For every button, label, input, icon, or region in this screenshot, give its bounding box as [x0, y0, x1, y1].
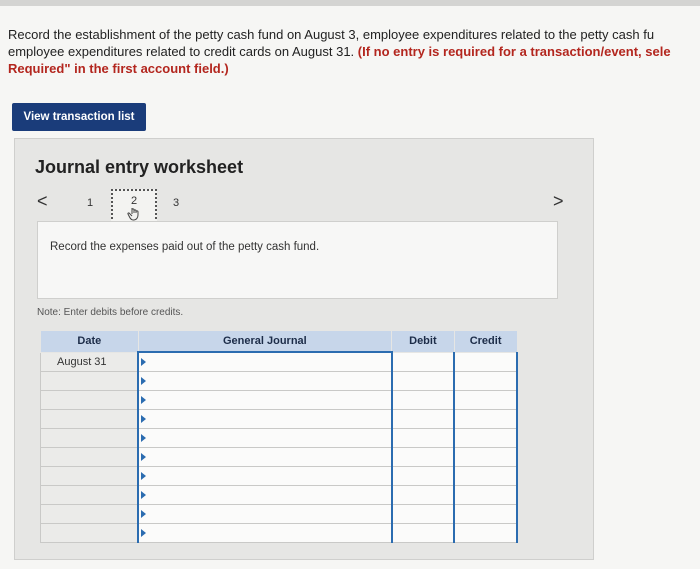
- debit-input[interactable]: [392, 467, 455, 486]
- credit-input[interactable]: [454, 352, 517, 372]
- credit-input[interactable]: [454, 429, 517, 448]
- step-description-box: [37, 221, 558, 299]
- account-input[interactable]: [138, 391, 391, 410]
- worksheet-title: Journal entry worksheet: [35, 157, 244, 177]
- table-row: [41, 429, 518, 448]
- debit-input[interactable]: [392, 352, 455, 372]
- instructions-line-2: [8, 43, 700, 60]
- journal-table: [40, 330, 518, 543]
- date-cell: [41, 410, 139, 429]
- date-cell: [41, 372, 139, 391]
- next-arrow-icon[interactable]: >: [553, 191, 564, 211]
- dropdown-marker-icon: [141, 434, 146, 442]
- account-input[interactable]: [138, 429, 391, 448]
- table-row: [41, 372, 518, 391]
- debit-input[interactable]: [392, 486, 455, 505]
- account-input[interactable]: [138, 505, 391, 524]
- credit-input[interactable]: [454, 467, 517, 486]
- credit-input[interactable]: [454, 391, 517, 410]
- credit-input[interactable]: [454, 505, 517, 524]
- debit-input[interactable]: [392, 448, 455, 467]
- header-date: Date: [41, 331, 139, 353]
- dropdown-marker-icon: [141, 472, 146, 480]
- date-cell: [41, 448, 139, 467]
- journal-body: [41, 352, 518, 543]
- account-input[interactable]: [138, 467, 391, 486]
- instructions-line-2-plain: employee expenditures related to credit cards on August 31.: [8, 44, 358, 59]
- journal-header-row: [41, 331, 518, 353]
- debit-input[interactable]: [392, 429, 455, 448]
- credit-input[interactable]: [454, 410, 517, 429]
- prev-arrow-icon[interactable]: <: [37, 191, 48, 211]
- journal-entry-worksheet: [14, 138, 594, 560]
- top-bar: [0, 0, 700, 6]
- table-row: [41, 391, 518, 410]
- date-cell[interactable]: August 31: [41, 352, 139, 372]
- header-debit: Debit: [392, 331, 455, 353]
- credit-input[interactable]: [454, 448, 517, 467]
- instructions-line-3: Required" in the first account field.): [8, 61, 229, 76]
- debit-input[interactable]: [392, 391, 455, 410]
- dropdown-marker-icon: [141, 415, 146, 423]
- date-cell: [41, 391, 139, 410]
- account-input[interactable]: [138, 352, 391, 372]
- table-row: [41, 486, 518, 505]
- date-cell: [41, 505, 139, 524]
- step-description: Record the expenses paid out of the petty cash fund.: [50, 241, 320, 253]
- dropdown-marker-icon: [141, 453, 146, 461]
- account-input[interactable]: [138, 486, 391, 505]
- dropdown-marker-icon: [141, 510, 146, 518]
- table-row: [41, 524, 518, 543]
- credit-input[interactable]: [454, 486, 517, 505]
- debit-input[interactable]: [392, 372, 455, 391]
- step-tab-2-label: 2: [130, 195, 138, 207]
- credit-input[interactable]: [454, 524, 517, 543]
- table-row: [41, 410, 518, 429]
- instructions: [8, 26, 700, 77]
- date-cell: [41, 429, 139, 448]
- table-row: [41, 352, 518, 372]
- table-row: [41, 467, 518, 486]
- account-input[interactable]: [138, 448, 391, 467]
- dropdown-marker-icon: [141, 396, 146, 404]
- account-input[interactable]: [138, 372, 391, 391]
- credit-input[interactable]: [454, 372, 517, 391]
- header-credit: Credit: [454, 331, 517, 353]
- view-transaction-list-button[interactable]: View transaction list: [12, 103, 146, 131]
- debit-input[interactable]: [392, 505, 455, 524]
- dropdown-marker-icon: [141, 358, 146, 366]
- instructions-line-2-bold: (If no entry is required for a transaction/event, sele: [357, 44, 671, 59]
- table-row: [41, 505, 518, 524]
- step-tab-1[interactable]: 1: [87, 197, 94, 209]
- account-input[interactable]: [138, 410, 391, 429]
- debit-input[interactable]: [392, 410, 455, 429]
- table-row: [41, 448, 518, 467]
- dropdown-marker-icon: [141, 529, 146, 537]
- dropdown-marker-icon: [141, 491, 146, 499]
- step-tab-3[interactable]: 3: [173, 197, 180, 209]
- header-general-journal: General Journal: [138, 331, 391, 353]
- date-cell: [41, 467, 139, 486]
- debits-note: Note: Enter debits before credits.: [37, 307, 184, 318]
- hand-pointer-icon: [127, 207, 141, 221]
- instructions-line-1: Record the establishment of the petty cash fund on August 3, employee expenditures related to the petty cash fu: [8, 27, 655, 42]
- account-input[interactable]: [138, 524, 391, 543]
- date-cell: [41, 524, 139, 543]
- dropdown-marker-icon: [141, 377, 146, 385]
- date-cell: [41, 486, 139, 505]
- debit-input[interactable]: [392, 524, 455, 543]
